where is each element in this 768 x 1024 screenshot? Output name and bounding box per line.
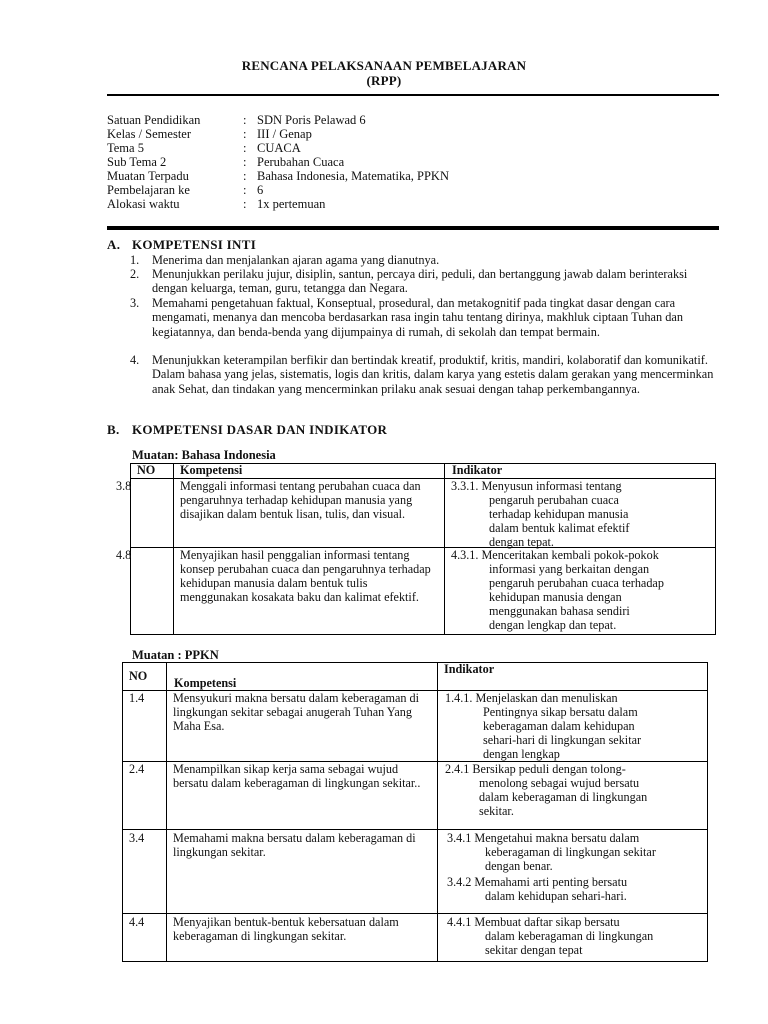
identity-value: CUACA	[257, 141, 301, 155]
row-number: 3.8	[116, 479, 132, 493]
kompetensi-cell: Menyajikan hasil penggalian informasi tentang konsep perubahan cuaca dan pengaruhnya terhadap kehidupan manusia dalam bentuk tulis menggunakan kosakata baku dan kalimat efektif.	[180, 548, 431, 604]
section-b-heading	[107, 422, 387, 438]
column-header-indikator: Indikator	[444, 662, 495, 676]
column-header-kompetensi: Kompetensi	[180, 463, 243, 477]
indikator-line: sehari-hari di lingkungan sekitar	[483, 732, 642, 747]
indikator-line: keberagaman dalam kehidupan	[483, 718, 635, 733]
identity-colon: :	[243, 113, 247, 127]
list-item-number: 2.	[130, 267, 140, 281]
section-a-heading	[107, 237, 256, 253]
indikator-line: dalam kehidupan sehari-hari.	[485, 888, 627, 903]
indikator-line: pengaruh perubahan cuaca	[489, 492, 619, 507]
indikator-cell	[451, 549, 713, 632]
kompetensi-cell: Menyajikan bentuk-bentuk kebersatuan dalam keberagaman di lingkungan sekitar.	[173, 915, 399, 943]
identity-label: Sub Tema 2	[107, 155, 167, 169]
identity-value: SDN Poris Pelawad 6	[257, 113, 366, 127]
column-divider	[444, 463, 445, 635]
column-header-no: NO	[137, 463, 156, 477]
row-number: 3.4	[129, 831, 145, 845]
title-divider	[107, 94, 719, 96]
list-item-number: 1.	[130, 253, 140, 267]
list-item-number: 3.	[130, 296, 140, 310]
row-number: 4.8	[116, 548, 132, 562]
identity-colon: :	[243, 169, 247, 183]
identity-label: Muatan Terpadu	[107, 169, 189, 183]
list-item-number: 4.	[130, 353, 140, 367]
column-divider	[166, 662, 167, 962]
indikator-cell	[445, 692, 707, 762]
identity-value: III / Genap	[257, 127, 312, 141]
indikator-line: sekitar.	[479, 803, 514, 818]
indikator-line: 4.3.1. Menceritakan kembali pokok-pokok	[451, 548, 659, 562]
indikator-line: 4.4.1 Membuat daftar sikap bersatu	[447, 915, 620, 929]
row-divider	[122, 913, 708, 914]
identity-colon: :	[243, 141, 247, 155]
indikator-cell	[445, 763, 707, 819]
identity-label: Pembelajaran ke	[107, 183, 190, 197]
identity-label: Satuan Pendidikan	[107, 113, 201, 127]
indikator-line: dalam bentuk kalimat efektif	[489, 520, 630, 535]
row-number: 2.4	[129, 762, 145, 776]
identity-divider	[107, 226, 719, 230]
indikator-line: menggunakan bahasa sendiri	[489, 603, 630, 618]
section-letter: A.	[107, 237, 121, 252]
indikator-line: Pentingnya sikap bersatu dalam	[483, 704, 638, 719]
indikator-line: dengan lengkap	[483, 746, 560, 761]
column-header-kompetensi: Kompetensi	[174, 676, 237, 690]
column-header-no: NO	[129, 669, 148, 683]
indikator-line: pengaruh perubahan cuaca terhadap	[489, 575, 664, 590]
row-number: 1.4	[129, 691, 145, 705]
indikator-line: 1.4.1. Menjelaskan dan menuliskan	[445, 691, 618, 705]
list-item-text: Menerima dan menjalankan ajaran agama yang dianutnya.	[152, 253, 440, 267]
identity-label: Tema 5	[107, 141, 144, 155]
indikator-line: 2.4.1 Bersikap peduli dengan tolong-	[445, 762, 626, 776]
column-divider	[437, 662, 438, 962]
identity-label: Alokasi waktu	[107, 197, 180, 211]
indikator-line: terhadap kehidupan manusia	[489, 506, 629, 521]
section-title: KOMPETENSI DASAR DAN INDIKATOR	[132, 422, 388, 437]
identity-colon: :	[243, 127, 247, 141]
indikator-line: dalam keberagaman di lingkungan	[485, 928, 654, 943]
column-header-indikator: Indikator	[452, 463, 503, 477]
kompetensi-cell: Mensyukuri makna bersatu dalam keberagaman di lingkungan sekitar sebagai anugerah Tuhan Yang Maha Esa.	[173, 691, 420, 733]
identity-label: Kelas / Semester	[107, 127, 192, 141]
list-item-text: Menunjukkan keterampilan berfikir dan bertindak kreatif, produktif, kritis, mandiri, kolaboratif dan komunikatif. Dalam bahasa yang jelas, sistematis, logis dan kritis, dalam karya yang estetis dalam gerakan yang mencerminkan anak Sehat, dan tindakan yang mencerminkan prilaku anak sesuai dengan tahap perkembangannya.	[152, 353, 714, 396]
muatan-bahasa-label: Muatan: Bahasa Indonesia	[132, 448, 276, 462]
kompetensi-cell: Memahami makna bersatu dalam keberagaman di lingkungan sekitar.	[173, 831, 416, 859]
indikator-cell	[451, 480, 713, 550]
indikator-line: 3.4.2 Memahami arti penting bersatu	[447, 874, 628, 889]
identity-colon: :	[243, 155, 247, 169]
indikator-line: 3.3.1. Menyusun informasi tentang	[451, 479, 622, 493]
indikator-line: dengan lengkap dan tepat.	[489, 617, 617, 632]
list-item-text: Memahami pengetahuan faktual, Konseptual, prosedural, dan metakognitif pada tingkat dasar dengan cara mengamati, menanya dan mencoba berdasarkan rasa ingin tahu tentang dirinya, makhluk ciptaan Tuhan dan kegiatannya, dan benda-benda yang dijumpainya di rumah, di sekolah dan tempat bermain.	[152, 296, 683, 339]
indikator-line: dalam keberagaman di lingkungan	[479, 789, 648, 804]
indikator-line: dengan tepat.	[489, 534, 554, 549]
identity-value: 6	[257, 183, 264, 197]
document-subtitle: (RPP)	[366, 73, 402, 88]
identity-value: Bahasa Indonesia, Matematika, PPKN	[257, 169, 449, 183]
list-item-text: Menunjukkan perilaku jujur, disiplin, santun, percaya diri, peduli, dan bertanggung jawab dalam berinteraksi dengan keluarga, teman, guru, tetangga dan Negara.	[152, 267, 688, 296]
indikator-cell	[447, 832, 707, 904]
indikator-line: menolong sebagai wujud bersatu	[479, 775, 640, 790]
indikator-line: kehidupan manusia dengan	[489, 589, 622, 604]
identity-value: Perubahan Cuaca	[257, 155, 345, 169]
indikator-line: sekitar dengan tepat	[485, 942, 583, 957]
document-title: RENCANA PELAKSANAAN PEMBELAJARAN	[241, 58, 527, 73]
indikator-line: 3.4.1 Mengetahui makna bersatu dalam	[447, 831, 640, 845]
indikator-line: keberagaman di lingkungan sekitar	[485, 844, 656, 859]
kompetensi-cell: Menampilkan sikap kerja sama sebagai wujud bersatu dalam keberagaman di lingkungan sekitar..	[173, 762, 421, 790]
column-divider	[173, 463, 174, 635]
row-divider	[122, 829, 708, 830]
indikator-line: dengan benar.	[485, 858, 553, 873]
section-letter: B.	[107, 422, 120, 437]
indikator-cell	[447, 916, 707, 958]
muatan-ppkn-label: Muatan : PPKN	[132, 648, 219, 662]
indikator-line: informasi yang berkaitan dengan	[489, 561, 650, 576]
identity-colon: :	[243, 183, 247, 197]
identity-value: 1x pertemuan	[257, 197, 326, 211]
section-title: KOMPETENSI INTI	[132, 237, 257, 252]
kompetensi-cell: Menggali informasi tentang perubahan cuaca dan pengaruhnya terhadap kehidupan manusia yang disajikan dalam bentuk lisan, tulis, dan visual.	[180, 479, 421, 521]
row-number: 4.4	[129, 915, 145, 929]
identity-colon: :	[243, 197, 247, 211]
